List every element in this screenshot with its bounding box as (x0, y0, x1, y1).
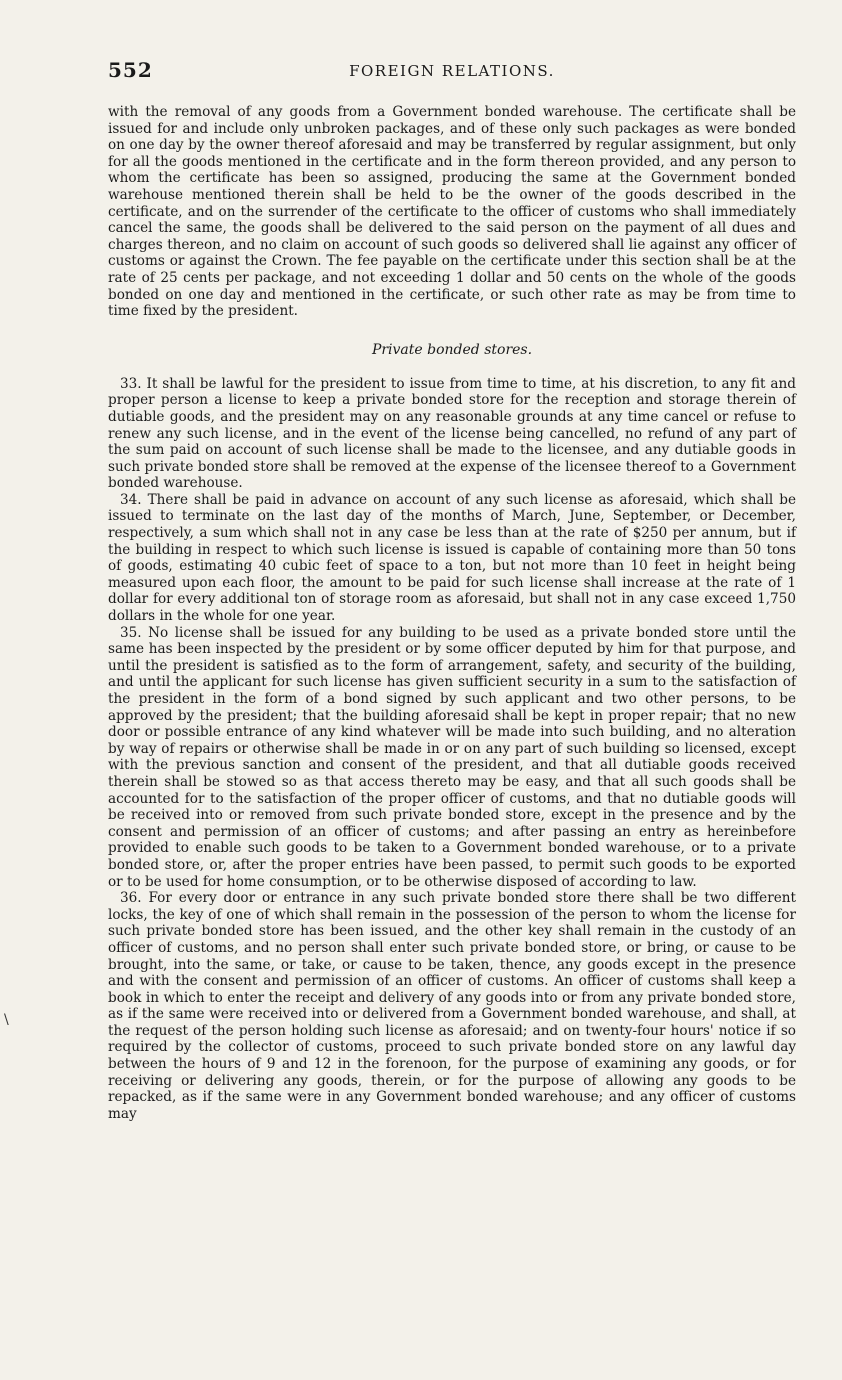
body-text (108, 104, 796, 1122)
section-35-paragraph: 35. No license shall be issued for any building to be used as a private bonded store until the same has been inspected by the president or by some officer deputed by him for that purpose, and until the president is satisfied as to the form of arrangement, safety, and security of the building, and until the applicant for such license has given sufficient security in a sum to the satisfaction of the president in the form of a bond signed by such applicant and two other persons, to be approved by the president; that the building aforesaid shall be kept in proper repair; that no new door or possible entrance of any kind whatever will be made into such building, and no alteration by way of repairs or otherwise shall be made in or on any part of such building so licensed, except with the previous sanction and consent of the president, and that all dutiable goods received therein shall be stowed so as that access thereto may be easy, and that all such goods shall be accounted for to the satisfaction of the proper officer of customs, and that no dutiable goods will be received into or removed from such private bonded store, except in the presence and by the consent and permission of an officer of customs; and after passing an entry as hereinbefore provided to enable such goods to be taken to a Government bonded warehouse, or to a private bonded store, or, after the proper entries have been passed, to permit such goods to be exported or to be used for home consumption, or to be otherwise disposed of according to law. (108, 624, 796, 890)
running-head: FOREIGN RELATIONS. (349, 62, 555, 80)
margin-mark: \ (4, 1012, 9, 1028)
section-33-paragraph: 33. It shall be lawful for the president to issue from time to time, at his discretion, to any fit and proper person a license to keep a private bonded store for the reception and storage therein of dutiable goods, and the president may on any reasonable grounds at any time cancel or refuse to renew any such license, and in the event of the license being cancelled, no refund of any part of the sum paid on account of such license shall be made to the licensee, and any dutiable goods in such private bonded store shall be removed at the expense of the licensee thereof to a Government bonded warehouse. (108, 375, 796, 492)
section-heading: Private bonded stores. (371, 341, 533, 358)
page-header (108, 58, 796, 88)
section-36-paragraph: 36. For every door or entrance in any such private bonded store there shall be two different locks, the key of one of which shall remain in the possession of the person to whom the license for such private bonded store has been issued, and the other key shall remain in the custody of an officer of customs, and no person shall enter such private bonded store, or bring, or cause to be brought, into the same, or take, or cause to be taken, thence, any goods except in the presence and with the consent and permission of an officer of customs. An officer of customs shall keep a book in which to enter the receipt and delivery of any goods into or from any private bonded store, as if the same were received into or delivered from a Government bonded warehouse, and shall, at the request of the person holding such license as aforesaid; and on twenty-four hours' notice if so required by the collector of customs, proceed to such private bonded store on any lawful day between the hours of 9 and 12 in the forenoon, for the purpose of examining any goods, or for receiving or delivering any goods, therein, or for the purpose of allowing any goods to be repacked, as if the same were in any Government bonded warehouse; and any officer of customs may (108, 890, 796, 1122)
section-34-paragraph: 34. There shall be paid in advance on account of any such license as aforesaid, which shall be issued to terminate on the last day of the months of March, June, September, or December, respectively, a sum which shall not in any case be less than at the rate of $250 per annum, but if the building in respect to which such license is issued is capable of containing more than 50 tons of goods, estimating 40 cubic feet of space to a ton, but not more than 10 feet in height being measured upon each floor, the amount to be paid for such license shall increase at the rate of 1 dollar for every additional ton of storage room as aforesaid, but shall not in any case exceed 1,750 dollars in the whole for one year. (108, 491, 796, 625)
continuation-paragraph: with the removal of any goods from a Government bonded warehouse. The certificate shall be issued for and include only unbroken packages, and of these only such packages as were bonded on one day by the owner thereof aforesaid and may be transferred by regular assignment, but only for all the goods mentioned in the certificate and in the form thereon provided, and any person to whom the certificate has been so assigned, producing the same at the Government bonded warehouse mentioned therein shall be held to be the owner of the goods described in the certificate, and on the surrender of the certificate to the officer of customs who shall immediately cancel the same, the goods shall be delivered to the said person on the payment of all dues and charges thereon, and no claim on account of such goods so delivered shall lie against any officer of customs or against the Crown. The fee payable on the certificate under this section shall be at the rate of 25 cents per package, and not exceeding 1 dollar and 50 cents on the whole of the goods bonded on one day and mentioned in the certificate, or such other rate as may be from time to time fixed by the president. (108, 104, 796, 320)
page-number: 552 (108, 58, 153, 82)
document-page (108, 58, 796, 1122)
